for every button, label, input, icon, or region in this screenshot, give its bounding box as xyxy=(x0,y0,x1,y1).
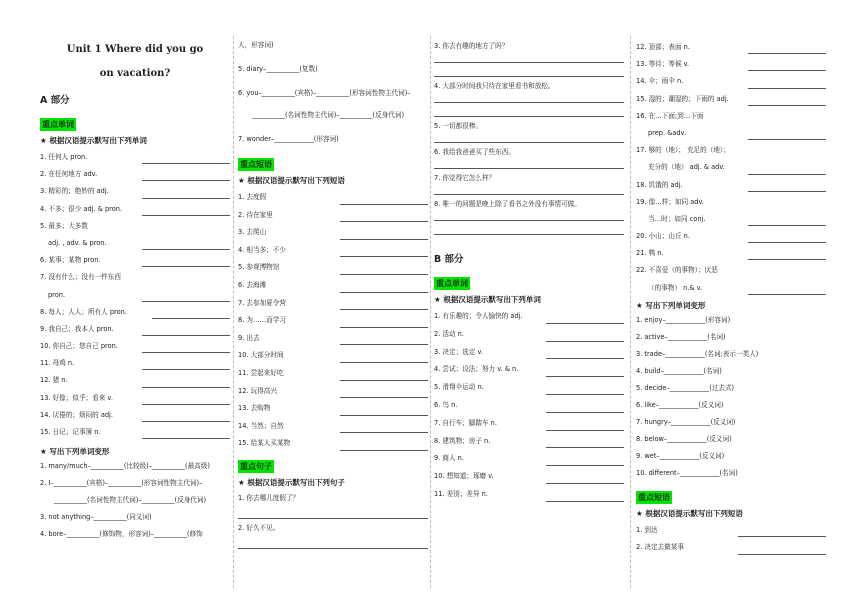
vocab-row: 14. 伞；雨伞 n. xyxy=(636,74,826,91)
word-form-item: 7. hungry–____________(反义词) xyxy=(636,417,736,426)
vocab-row: 15. 日记；记事簿 n. xyxy=(40,425,230,442)
phrase-row: 11. 尝起来好吃 xyxy=(238,366,428,384)
answer-line[interactable] xyxy=(340,327,428,328)
vocab-row: 7. 没有什么；没有一件东西 xyxy=(40,273,121,282)
column-2 xyxy=(238,40,428,552)
vocab-row: 8. 每人；人人；所有人 pron. xyxy=(40,305,230,322)
answer-line[interactable] xyxy=(546,341,624,342)
answer-line[interactable] xyxy=(546,447,624,448)
phrase-row: 3. 去爬山 xyxy=(238,225,428,243)
answer-line[interactable] xyxy=(340,221,428,222)
word-forms xyxy=(636,315,826,478)
phrase-row: 2. 决定去做某事 xyxy=(636,540,826,558)
answer-line[interactable] xyxy=(434,184,624,195)
word-form-item: 2. active–____________(名词) xyxy=(636,332,726,341)
phrase-row: 14. 当然；自然 xyxy=(238,419,428,437)
vocab-row: 8. 建筑物；房子 n. xyxy=(434,434,624,452)
vocab-row: 22. 不喜爱（的事物）；厌恶 xyxy=(636,266,718,275)
phrase-row: 12. 玩得高兴 xyxy=(238,384,428,402)
word-form-item: 6. like–____________(反义词) xyxy=(636,400,724,409)
column-divider xyxy=(233,36,234,588)
column-1 xyxy=(40,38,230,546)
vocab-row: 4. 尝试；设法；努力 v. & n. xyxy=(434,362,624,380)
answer-line[interactable] xyxy=(748,191,826,192)
answer-line[interactable] xyxy=(748,259,826,260)
answer-line[interactable] xyxy=(546,465,624,466)
part-a-heading: A 部分 xyxy=(40,95,70,106)
answer-line[interactable] xyxy=(142,163,230,164)
answer-line[interactable] xyxy=(152,318,230,319)
phrase-row: 8. 为……而学习 xyxy=(238,313,428,331)
phrase-row: 6. 去海滩 xyxy=(238,278,428,296)
vocab-row: 6. 某事；某物 pron. xyxy=(40,253,230,270)
vocab-tag: 重点单词 xyxy=(436,279,468,288)
answer-line[interactable] xyxy=(142,266,230,267)
phrase-list xyxy=(636,523,826,558)
part-b-heading: B 部分 xyxy=(434,254,464,265)
answer-line[interactable] xyxy=(340,380,428,381)
answer-line[interactable] xyxy=(142,421,230,422)
answer-line[interactable] xyxy=(434,106,624,117)
vocab-row: 21. 鸭 n. xyxy=(636,246,826,263)
answer-line[interactable] xyxy=(748,139,826,140)
sentence-list-cont: 3. 你去有趣的地方了吗？ 4. 大部分时间我只待在家里看书和放松。 5. 一切都很棒。 6. 我给我爸爸买了些东西。 7. 你觉得它怎么样？ 8. 唯一的问题是晚上除了看书之外没有事情可做。 xyxy=(434,40,624,235)
column-divider xyxy=(630,36,631,588)
answer-line[interactable] xyxy=(142,198,230,199)
answer-line[interactable] xyxy=(748,53,826,54)
vocab-row: 1. 任何人 pron. xyxy=(40,150,230,167)
unit-title-line1: Unit 1 Where did you go xyxy=(66,44,204,55)
answer-line[interactable] xyxy=(142,249,230,250)
answer-line[interactable] xyxy=(434,66,624,77)
phrase-row: 9. 出去 xyxy=(238,331,428,349)
vocab-row: 14. 厌倦的；烦闷的 adj. xyxy=(40,408,230,425)
answer-line[interactable] xyxy=(340,450,428,451)
answer-line[interactable] xyxy=(142,369,230,370)
answer-line[interactable] xyxy=(238,538,428,549)
sentence-list: 1. 你去哪儿度假了？ 2. 好久不见。 xyxy=(238,492,428,549)
vocab-row: 19. 像…样；如同 adv. xyxy=(636,197,704,206)
answer-line[interactable] xyxy=(142,387,230,388)
answer-line[interactable] xyxy=(434,92,624,103)
forms-instruction: ★ 写出下列单词变形 xyxy=(40,447,110,457)
vocab-row: 18. 饥饿的 adj. xyxy=(636,178,826,195)
phrase-instruction: ★ 根据汉语提示默写出下列短语 xyxy=(636,508,743,518)
answer-line[interactable] xyxy=(546,376,624,377)
vocab-row: 4. 不多；很少 adj. & pron. xyxy=(40,202,230,219)
phrase-row: 7. 去参加夏令营 xyxy=(238,296,428,314)
phrase-row: 2. 待在家里 xyxy=(238,208,428,226)
word-forms: 1. many/much–__________(比较级)–__________(最高级) 2. I–__________(宾格)–__________(形容词性物主代词)– __________(名词性物主代词)–__________(反身代词) 3. not anything–__________(同义词) 4. bore–__________(修饰物，形容词)–__________(修饰 xyxy=(40,462,210,539)
answer-line[interactable] xyxy=(142,215,230,216)
answer-line[interactable] xyxy=(748,88,826,89)
answer-line[interactable] xyxy=(434,132,624,143)
word-form-item: 8. below–____________(反义词) xyxy=(636,434,732,443)
phrase-row: 1. 去度假 xyxy=(238,190,428,208)
vocab-row-cont: 充分的（地） adj. & adv. xyxy=(636,160,826,177)
sentence-tag: 重点句子 xyxy=(240,461,272,471)
answer-line[interactable] xyxy=(340,239,428,240)
column-4 xyxy=(636,40,826,558)
answer-line[interactable] xyxy=(238,508,428,519)
answer-line[interactable] xyxy=(546,412,624,413)
answer-line[interactable] xyxy=(748,294,826,295)
vocab-row: 9. 我自己；我本人 pron. xyxy=(40,322,230,339)
column-3 xyxy=(434,40,624,505)
vocab-row: 1. 有乐趣的；令人愉快的 adj. xyxy=(434,309,624,327)
phrase-row: 10. 大部分时间 xyxy=(238,348,428,366)
sentence-instruction: ★ 根据汉语提示默写出下列句子 xyxy=(238,477,345,487)
word-form-item: 10. different–____________(名词) xyxy=(636,468,738,477)
answer-line[interactable] xyxy=(340,415,428,416)
vocab-row: 12. 顶部；表面 n. xyxy=(636,40,826,57)
vocab-row-cont: pron. xyxy=(40,288,230,305)
phrase-tag: 重点短语 xyxy=(240,160,272,169)
answer-line[interactable] xyxy=(546,358,624,359)
answer-line[interactable] xyxy=(142,301,230,302)
vocab-row-cont: 当…时；如同 conj. xyxy=(636,212,826,229)
vocab-row-cont: prep. &adv. xyxy=(636,126,826,143)
answer-line[interactable] xyxy=(340,397,428,398)
vocab-row: 20. 小山；山丘 n. xyxy=(636,229,826,246)
answer-line[interactable] xyxy=(340,309,428,310)
vocab-row: 17. 够的（地）； 充足的（地）； xyxy=(636,146,730,155)
column-divider xyxy=(430,36,431,588)
vocab-row: 5. 滑翔伞运动 n. xyxy=(434,380,624,398)
answer-line[interactable] xyxy=(340,256,428,257)
answer-line[interactable] xyxy=(142,352,230,353)
answer-line[interactable] xyxy=(340,292,428,293)
answer-line[interactable] xyxy=(340,274,428,275)
vocab-row: 15. 湿的；潮湿的；下雨的 adj. xyxy=(636,92,826,109)
word-forms-cont: 人，形容词) 5. diary–__________(复数) 6. you–__________(宾格)–__________(形容词性物主代词)– __________(名词性物主代词)–__________(反身代词) 7. wonder–____________(形容词) xyxy=(238,41,411,143)
vocab-row: 6. 鸟 n. xyxy=(434,398,624,416)
vocab-row-cont: adj. , adv. & pron. xyxy=(40,236,230,253)
vocab-row: 11. 母鸡 n. xyxy=(40,356,230,373)
vocab-row: 11. 差别；差异 n. xyxy=(434,487,624,505)
phrase-instruction: ★ 根据汉语提示默写出下列短语 xyxy=(238,176,345,185)
answer-line[interactable] xyxy=(142,438,230,439)
forms-instruction: ★ 写出下列单词变形 xyxy=(636,300,706,310)
answer-line[interactable] xyxy=(340,432,428,433)
answer-line[interactable] xyxy=(748,105,826,106)
vocab-row: 10. 想知道；琢磨 v. xyxy=(434,469,624,487)
answer-line[interactable] xyxy=(340,204,428,205)
vocab-row: 10. 你自己；您自己 pron. xyxy=(40,339,230,356)
vocab-instruction: ★ 根据汉语提示默写出下列单词 xyxy=(434,295,541,304)
answer-line[interactable] xyxy=(738,554,826,555)
vocab-list xyxy=(434,309,624,505)
answer-line[interactable] xyxy=(748,225,826,226)
answer-line[interactable] xyxy=(434,210,624,221)
vocab-row: 5. 最多；大多数 xyxy=(40,221,88,230)
answer-line[interactable] xyxy=(142,404,230,405)
answer-line[interactable] xyxy=(748,70,826,71)
vocab-row: 9. 商人 n. xyxy=(434,451,624,469)
answer-line[interactable] xyxy=(434,52,624,63)
answer-line[interactable] xyxy=(142,335,230,336)
vocab-instruction: ★ 根据汉语提示默写出下列单词 xyxy=(40,136,147,145)
answer-line[interactable] xyxy=(748,242,826,243)
answer-line[interactable] xyxy=(748,174,826,175)
vocab-row: 13. 好像；似乎；看来 v. xyxy=(40,391,230,408)
answer-line[interactable] xyxy=(340,344,428,345)
answer-line[interactable] xyxy=(434,158,624,169)
phrase-row: 1. 到达 xyxy=(636,523,826,541)
answer-line[interactable] xyxy=(738,536,826,537)
vocab-row: 3. 决定；选定 v. xyxy=(434,345,624,363)
vocab-row: 7. 自行车；脚踏车 n. xyxy=(434,416,624,434)
vocab-tag: 重点单词 xyxy=(42,120,74,129)
answer-line[interactable] xyxy=(434,224,624,235)
answer-line[interactable] xyxy=(340,362,428,363)
word-form-item: 5. decide–____________(过去式) xyxy=(636,383,735,392)
answer-line[interactable] xyxy=(546,483,624,484)
word-form-item: 1. enjoy–____________(形容词) xyxy=(636,315,731,324)
vocab-row: 12. 猪 n. xyxy=(40,373,230,390)
vocab-row: 16. 在…下面;到…下面 xyxy=(636,111,704,120)
answer-line[interactable] xyxy=(546,430,624,431)
phrase-row: 5. 参观博物馆 xyxy=(238,260,428,278)
vocab-row: 2. 活动 n. xyxy=(434,327,624,345)
answer-line[interactable] xyxy=(546,394,624,395)
vocab-row: 2. 在任何地方 adv. xyxy=(40,167,230,184)
phrase-row: 4. 相当多；不少 xyxy=(238,243,428,261)
vocab-row: 13. 等待；等候 v. xyxy=(636,57,826,74)
word-form-item: 3. trade–____________(名词;表示一类人) xyxy=(636,349,759,358)
vocab-list xyxy=(636,40,826,298)
answer-line[interactable] xyxy=(546,323,624,324)
phrase-row: 13. 去购物 xyxy=(238,401,428,419)
vocab-row: 3. 精彩的；绝妙的 adj. xyxy=(40,184,230,201)
unit-title-line2: on vacation? xyxy=(99,68,171,79)
answer-line[interactable] xyxy=(142,180,230,181)
vocab-row-cont: （的事物） n.& v. xyxy=(636,281,826,298)
word-form-item: 9. wet–____________(反义词) xyxy=(636,451,725,460)
answer-line[interactable] xyxy=(546,501,624,502)
word-form-item: 4. build–____________(名词) xyxy=(636,366,722,375)
phrase-list xyxy=(238,190,428,454)
phrase-row: 15. 给某人买某物 xyxy=(238,436,428,454)
phrase-tag: 重点短语 xyxy=(638,492,670,502)
